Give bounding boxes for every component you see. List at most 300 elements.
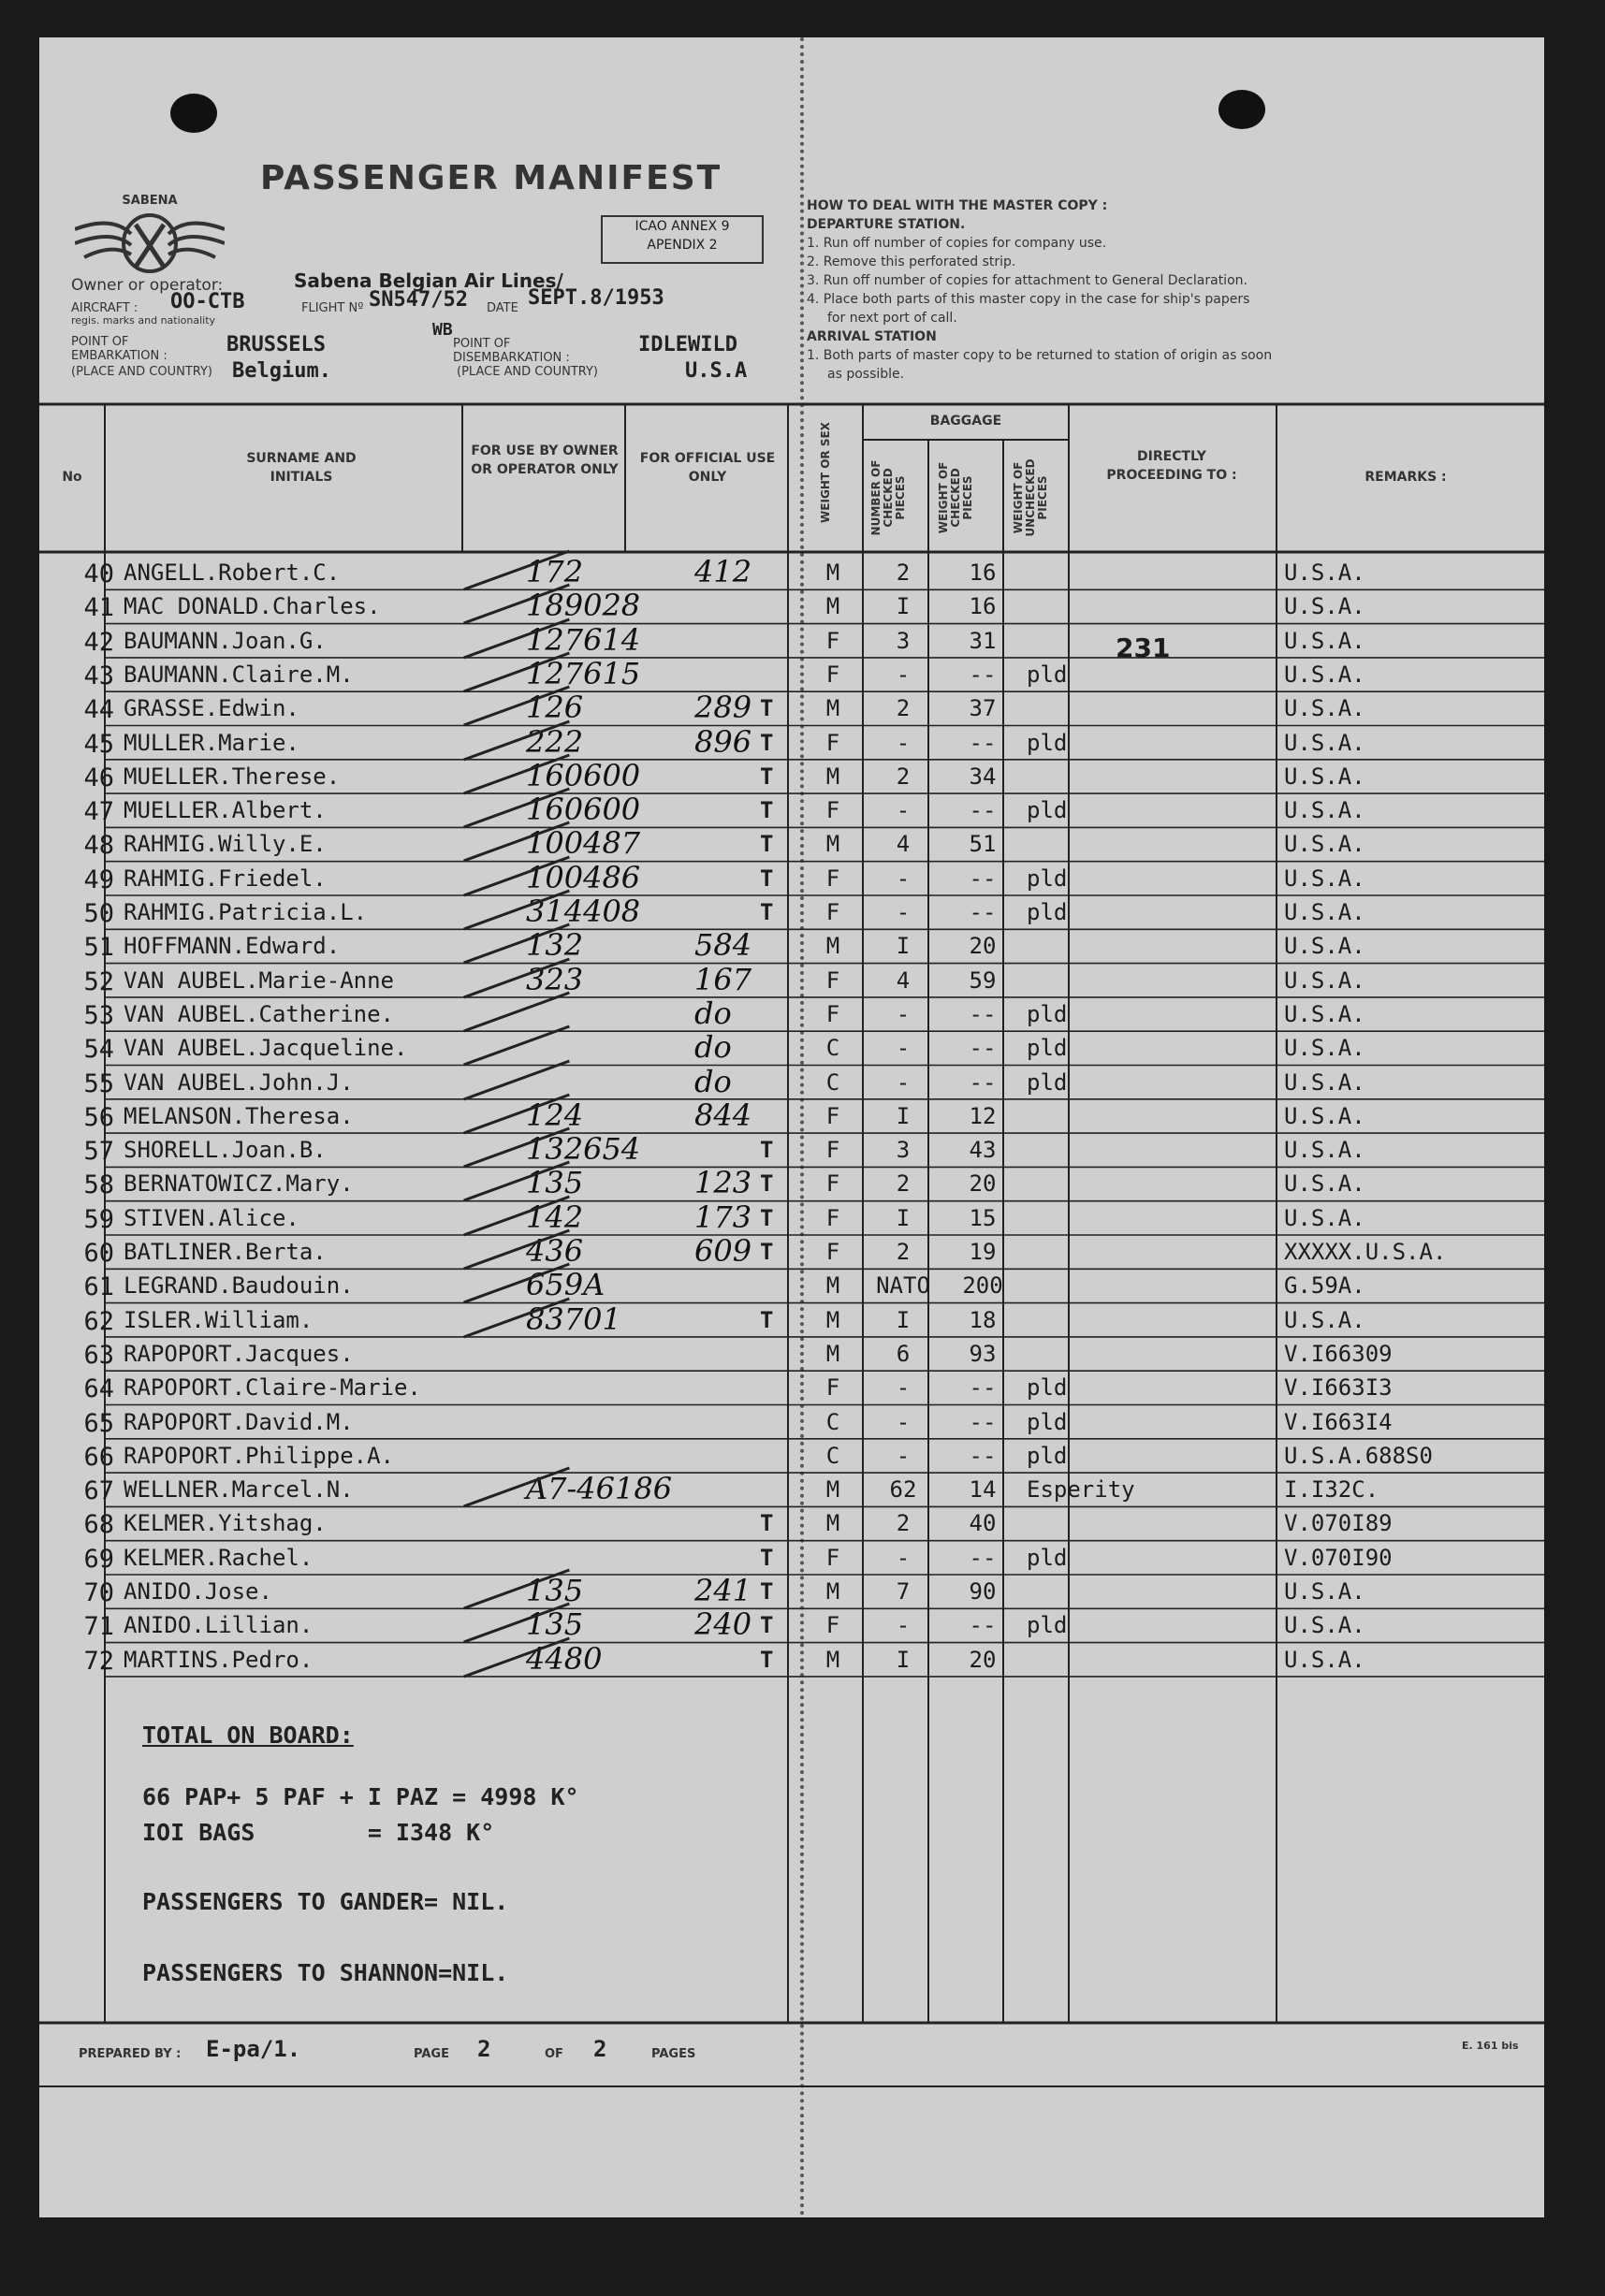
transit-mark: T <box>760 1306 774 1333</box>
checked-weight: -- <box>969 1374 997 1402</box>
check-mark <box>463 1059 570 1100</box>
passenger-number: 47 <box>83 797 114 827</box>
instr-title: HOW TO DEAL WITH THE MASTER COPY : <box>807 198 1108 213</box>
table-row <box>39 1337 1544 1371</box>
passenger-number: 61 <box>83 1272 114 1302</box>
checked-pieces: - <box>896 729 911 756</box>
weight-or-sex: F <box>825 729 840 756</box>
weight-or-sex: M <box>825 1646 840 1673</box>
passenger-name: VAN AUBEL.Marie-Anne <box>124 966 394 994</box>
remarks-value: I.I32C. <box>1284 1476 1379 1504</box>
weight-or-sex: F <box>825 1204 840 1231</box>
remarks-value: U.S.A. <box>1284 1102 1365 1129</box>
weight-or-sex: F <box>825 1374 840 1402</box>
passenger-number: 53 <box>83 1000 114 1030</box>
manifest-title: PASSENGER MANIFEST <box>260 159 722 197</box>
owner-use-number: 436 <box>526 1233 584 1269</box>
owner-use-number: 100487 <box>526 825 641 862</box>
checked-weight: 93 <box>969 1340 997 1367</box>
passenger-name: SHORELL.Joan.B. <box>124 1137 327 1164</box>
col-wgt-unchecked: WEIGHT OF UNCHECKED PIECES <box>1012 458 1049 537</box>
passenger-number: 59 <box>83 1204 114 1234</box>
checked-weight: -- <box>969 1612 997 1639</box>
passenger-number: 49 <box>83 865 114 894</box>
table-row <box>39 1541 1544 1575</box>
transit-mark: T <box>760 1578 774 1605</box>
passenger-number: 45 <box>83 729 114 759</box>
remarks-value: U.S.A. <box>1284 763 1365 790</box>
icao-line2: APENDIX 2 <box>647 238 718 253</box>
remarks-value: U.S.A. <box>1284 1612 1365 1639</box>
instr-arr1b: as possible. <box>827 367 905 382</box>
passenger-name: BAUMANN.Claire.M. <box>124 661 354 688</box>
unchecked-weight: pld <box>1027 1408 1068 1435</box>
weight-or-sex: M <box>825 1340 840 1367</box>
checked-pieces: 2 <box>896 763 911 790</box>
embark-label: POINT OF EMBARKATION : <box>71 335 168 363</box>
checked-pieces: 62 <box>889 1476 917 1504</box>
passenger-number: 69 <box>83 1544 114 1574</box>
weight-or-sex: M <box>825 1578 840 1605</box>
passenger-name: KELMER.Rachel. <box>124 1544 314 1571</box>
disembark-city: IDLEWILD <box>638 333 737 356</box>
unchecked-weight: pld <box>1027 1612 1068 1639</box>
passenger-number: 56 <box>83 1102 114 1132</box>
instr-dep2: 2. Remove this perforated strip. <box>807 254 1016 269</box>
official-use-number: 241 <box>694 1573 752 1608</box>
regis-label: regis. marks and nationality <box>71 314 216 327</box>
official-use-number: do <box>694 1029 732 1066</box>
unchecked-weight: pld <box>1027 865 1068 892</box>
instr-arr1a: 1. Both parts of master copy to be returned to station of origin as soon <box>807 348 1273 363</box>
passenger-name: BAUMANN.Joan.G. <box>124 627 327 654</box>
checked-pieces: 7 <box>896 1578 911 1605</box>
checked-pieces: 2 <box>896 695 911 722</box>
wb-mark: WB <box>432 320 453 340</box>
transit-mark: T <box>760 695 774 722</box>
checked-pieces: 3 <box>896 627 911 654</box>
official-use-number: 844 <box>694 1097 752 1133</box>
transit-mark: T <box>760 831 774 858</box>
official-use-number: do <box>694 1063 732 1099</box>
checked-pieces: - <box>896 797 911 824</box>
unchecked-weight: pld <box>1027 661 1068 688</box>
checked-pieces: - <box>896 661 911 688</box>
passenger-number: 57 <box>83 1137 114 1167</box>
passenger-name: RAHMIG.Friedel. <box>124 865 327 892</box>
passenger-number: 70 <box>83 1578 114 1607</box>
remarks-value: U.S.A. <box>1284 729 1365 756</box>
passenger-name: ANGELL.Robert.C. <box>124 559 341 586</box>
transit-mark: T <box>760 1544 774 1571</box>
passenger-number: 65 <box>83 1408 114 1438</box>
checked-weight: 15 <box>969 1204 997 1231</box>
checked-weight: -- <box>969 1544 997 1571</box>
checked-pieces: 3 <box>896 1137 911 1164</box>
table-row <box>39 827 1544 861</box>
passenger-number: 64 <box>83 1374 114 1404</box>
passenger-number: 44 <box>83 695 114 725</box>
checked-pieces: 6 <box>896 1340 911 1367</box>
instr-arr-title: ARRIVAL STATION <box>807 329 937 344</box>
table-row <box>39 1269 1544 1302</box>
transit-mark: T <box>760 865 774 892</box>
check-mark <box>463 991 570 1032</box>
checked-weight: -- <box>969 1068 997 1096</box>
date-label: DATE <box>487 301 518 315</box>
owner-use-number: 314408 <box>526 894 641 929</box>
remarks-value: U.S.A. <box>1284 1578 1365 1605</box>
owner-use-number: 135 <box>526 1165 584 1201</box>
passenger-name: RAPOPORT.Claire-Marie. <box>124 1374 421 1402</box>
col-directly: DIRECTLY PROCEEDING TO : <box>1106 449 1237 483</box>
checked-weight: 59 <box>969 966 997 994</box>
passenger-name: BATLINER.Berta. <box>124 1239 327 1265</box>
weight-or-sex: C <box>825 1442 840 1469</box>
remarks-value: U.S.A. <box>1284 899 1365 925</box>
checked-weight: 20 <box>969 1646 997 1673</box>
weight-or-sex: C <box>825 1035 840 1062</box>
passenger-name: ANIDO.Lillian. <box>124 1612 314 1639</box>
embark-country: Belgium. <box>232 359 331 383</box>
flight-value: SN547/52 <box>369 288 468 312</box>
table-row <box>39 1201 1544 1235</box>
passenger-number: 66 <box>83 1442 114 1472</box>
remarks-value: U.S.A. <box>1284 1000 1365 1027</box>
checked-weight: -- <box>969 865 997 892</box>
owner-label: Owner or operator: <box>71 276 224 295</box>
passenger-name: WELLNER.Marcel.N. <box>124 1476 354 1504</box>
passengers-to-gander: PASSENGERS TO GANDER= NIL. <box>142 1888 509 1915</box>
col-weight-sex: WEIGHT OR SEX <box>819 422 832 523</box>
remarks-value: U.S.A. <box>1284 1035 1365 1062</box>
weight-or-sex: F <box>825 966 840 994</box>
checked-pieces: - <box>896 1612 911 1639</box>
table-row <box>39 1133 1544 1167</box>
transit-mark: T <box>760 1612 774 1639</box>
remarks-value: U.S.A. <box>1284 559 1365 586</box>
table-row <box>39 556 1544 589</box>
passenger-number: 63 <box>83 1340 114 1370</box>
passenger-name: MULLER.Marie. <box>124 729 299 756</box>
checked-pieces: NATO <box>876 1272 930 1300</box>
weight-or-sex: M <box>825 593 840 620</box>
passenger-name: RAHMIG.Willy.E. <box>124 831 327 858</box>
remarks-value: V.I66309 <box>1284 1340 1393 1367</box>
passenger-number: 72 <box>83 1646 114 1676</box>
transit-mark: T <box>760 899 774 925</box>
remarks-value: U.S.A.688S0 <box>1284 1442 1433 1469</box>
page-label: PAGE <box>414 2047 449 2061</box>
of-label: OF <box>545 2047 563 2061</box>
aircraft-label: AIRCRAFT : <box>71 301 139 315</box>
instr-dep1: 1. Run off number of copies for company use. <box>807 236 1107 251</box>
col-no: No <box>62 470 82 485</box>
table-row <box>39 621 1544 658</box>
table-row <box>39 997 1544 1031</box>
unchecked-weight: pld <box>1027 1442 1068 1469</box>
remarks-value: U.S.A. <box>1284 661 1365 688</box>
passenger-name: RAPOPORT.David.M. <box>124 1408 354 1435</box>
of-value: 2 <box>593 2036 607 2062</box>
remarks-value: U.S.A. <box>1284 933 1365 960</box>
col-surname: SURNAME AND INITIALS <box>246 451 357 485</box>
passenger-name: RAPOPORT.Jacques. <box>124 1340 354 1367</box>
unchecked-weight: pld <box>1027 899 1068 925</box>
transit-mark: T <box>760 797 774 824</box>
transit-mark: T <box>760 1646 774 1673</box>
owner-use-number: 126 <box>526 690 584 726</box>
unchecked-weight: pld <box>1027 1000 1068 1027</box>
summary-line1: 66 PAP+ 5 PAF + I PAZ = 4998 K° <box>142 1783 579 1810</box>
official-use-number: 584 <box>694 927 752 964</box>
passenger-number: 55 <box>83 1068 114 1098</box>
table-row <box>39 793 1544 827</box>
aircraft-value: OO-CTB <box>170 290 245 313</box>
remarks-value: U.S.A. <box>1284 627 1365 654</box>
checked-weight: -- <box>969 899 997 925</box>
embark-city: BRUSSELS <box>226 333 326 356</box>
table-row <box>39 1473 1544 1506</box>
owner-use-number: 132654 <box>526 1131 641 1168</box>
table-row <box>39 1235 1544 1269</box>
table-row <box>39 1031 1544 1065</box>
col-owner-use: FOR USE BY OWNER OR OPERATOR ONLY <box>471 443 619 477</box>
passenger-number: 58 <box>83 1170 114 1200</box>
owner-use-number: 132 <box>526 927 584 964</box>
instr-dep4a: 4. Place both parts of this master copy in the case for ship's papers <box>807 292 1250 307</box>
remarks-value: U.S.A. <box>1284 1068 1365 1096</box>
unchecked-weight: pld <box>1027 797 1068 824</box>
passenger-name: MUELLER.Therese. <box>124 763 341 790</box>
table-row <box>39 723 1544 760</box>
checked-pieces: - <box>896 1442 911 1469</box>
checked-weight: 90 <box>969 1578 997 1605</box>
checked-weight: 18 <box>969 1306 997 1333</box>
unchecked-weight: pld <box>1027 1374 1068 1402</box>
passenger-number: 54 <box>83 1035 114 1065</box>
remarks-value: U.S.A. <box>1284 1306 1365 1333</box>
owner-use-number: 172 <box>526 554 584 589</box>
manifest-sheet <box>39 37 1544 2217</box>
transit-mark: T <box>760 1204 774 1231</box>
weight-or-sex: M <box>825 831 840 858</box>
col-wgt-checked: WEIGHT OF CHECKED PIECES <box>937 461 974 534</box>
weight-or-sex: F <box>825 899 840 925</box>
passenger-number: 46 <box>83 763 114 792</box>
checked-pieces: I <box>896 593 911 620</box>
checked-pieces: 4 <box>896 966 911 994</box>
table-row <box>39 1405 1544 1439</box>
remarks-value: V.070I89 <box>1284 1510 1393 1537</box>
col-remarks: REMARKS : <box>1364 470 1447 485</box>
weight-or-sex: F <box>825 1544 840 1571</box>
checked-weight: 19 <box>969 1239 997 1265</box>
passenger-name: RAHMIG.Patricia.L. <box>124 899 368 925</box>
official-use-number: do <box>694 995 732 1031</box>
remarks-value: XXXXX.U.S.A. <box>1284 1239 1447 1265</box>
passenger-number: 60 <box>83 1239 114 1268</box>
transit-mark: T <box>760 1239 774 1265</box>
checked-pieces: I <box>896 933 911 960</box>
owner-use-number: 160600 <box>526 757 641 793</box>
weight-or-sex: F <box>825 1612 840 1639</box>
owner-use-number: 222 <box>526 723 584 760</box>
transit-mark: T <box>760 729 774 756</box>
official-use-number: 896 <box>694 723 752 760</box>
owner-use-number: 127615 <box>526 655 641 691</box>
checked-weight: -- <box>969 729 997 756</box>
passenger-number: 71 <box>83 1612 114 1642</box>
disembark-country: U.S.A <box>685 359 748 383</box>
passenger-number: 67 <box>83 1476 114 1506</box>
weight-or-sex: M <box>825 559 840 586</box>
instr-dep3: 3. Run off number of copies for attachment to General Declaration. <box>807 273 1248 288</box>
checked-weight: 34 <box>969 763 997 790</box>
checked-weight: -- <box>969 1035 997 1062</box>
directly-note: 231 <box>1116 632 1171 663</box>
checked-weight: 16 <box>969 559 997 586</box>
checked-pieces: 2 <box>896 559 911 586</box>
table-row <box>39 1640 1544 1677</box>
table-row <box>39 961 1544 997</box>
col-num-checked: NUMBER OF CHECKED PIECES <box>869 459 907 536</box>
weight-or-sex: M <box>825 763 840 790</box>
passenger-number: 52 <box>83 966 114 996</box>
official-use-number: 240 <box>694 1606 752 1643</box>
owner-use-number: 323 <box>526 961 584 997</box>
passenger-number: 48 <box>83 831 114 861</box>
checked-pieces: I <box>896 1306 911 1333</box>
passenger-name: STIVEN.Alice. <box>124 1204 299 1231</box>
passenger-name: MAC DONALD.Charles. <box>124 593 381 620</box>
weight-or-sex: F <box>825 1170 840 1198</box>
remarks-value: U.S.A. <box>1284 1204 1365 1231</box>
weight-or-sex: F <box>825 1137 840 1164</box>
remarks-value: U.S.A. <box>1284 1646 1365 1673</box>
passenger-name: VAN AUBEL.Catherine. <box>124 1000 394 1027</box>
table-row <box>39 1167 1544 1200</box>
passenger-name: VAN AUBEL.John.J. <box>124 1068 354 1096</box>
remarks-value: G.59A. <box>1284 1272 1365 1300</box>
checked-pieces: 4 <box>896 831 911 858</box>
checked-weight: -- <box>969 661 997 688</box>
remarks-value: V.I663I3 <box>1284 1374 1393 1402</box>
passenger-number: 50 <box>83 899 114 928</box>
owner-use-number: A7-46186 <box>526 1471 673 1507</box>
official-use-number: 167 <box>694 961 752 997</box>
owner-use-number: 142 <box>526 1199 584 1235</box>
weight-or-sex: F <box>825 627 840 654</box>
checked-pieces: I <box>896 1204 911 1231</box>
checked-pieces: I <box>896 1646 911 1673</box>
weight-or-sex: M <box>825 933 840 960</box>
passenger-name: MARTINS.Pedro. <box>124 1646 314 1673</box>
instr-dep-title: DEPARTURE STATION. <box>807 217 966 232</box>
checked-pieces: - <box>896 865 911 892</box>
embark-place-label: (PLACE AND COUNTRY) <box>71 365 213 379</box>
passenger-number: 62 <box>83 1306 114 1336</box>
checked-pieces: I <box>896 1102 911 1129</box>
checked-weight: 16 <box>969 593 997 620</box>
weight-or-sex: F <box>825 661 840 688</box>
checked-weight: 12 <box>969 1102 997 1129</box>
checked-weight: 40 <box>969 1510 997 1537</box>
checked-weight: -- <box>969 797 997 824</box>
table-row <box>39 691 1544 725</box>
passenger-number: 41 <box>83 593 114 623</box>
weight-or-sex: M <box>825 1272 840 1300</box>
checked-weight: 20 <box>969 933 997 960</box>
checked-weight: 37 <box>969 695 997 722</box>
weight-or-sex: F <box>825 1000 840 1027</box>
page-value: 2 <box>477 2036 491 2062</box>
checked-weight: -- <box>969 1408 997 1435</box>
transit-mark: T <box>760 763 774 790</box>
passenger-number: 43 <box>83 661 114 690</box>
checked-pieces: - <box>896 1068 911 1096</box>
unchecked-weight: pld <box>1027 1544 1068 1571</box>
checked-pieces: - <box>896 899 911 925</box>
remarks-value: V.I663I4 <box>1284 1408 1393 1435</box>
checked-weight: -- <box>969 1442 997 1469</box>
owner-use-number: 127614 <box>526 621 641 658</box>
table-row <box>39 1506 1544 1540</box>
passenger-number: 40 <box>83 559 114 589</box>
table-row <box>39 757 1544 793</box>
checked-pieces: 2 <box>896 1510 911 1537</box>
transit-mark: T <box>760 1170 774 1198</box>
remarks-value: U.S.A. <box>1284 865 1365 892</box>
weight-or-sex: M <box>825 1476 840 1504</box>
table-row <box>39 895 1544 929</box>
owner-use-number: 83701 <box>526 1301 621 1337</box>
table-row <box>39 589 1544 623</box>
checked-pieces: - <box>896 1000 911 1027</box>
form-code: E. 161 bis <box>1462 2040 1519 2052</box>
passengers-to-shannon: PASSENGERS TO SHANNON=NIL. <box>142 1959 509 1986</box>
remarks-value: U.S.A. <box>1284 593 1365 620</box>
checked-pieces: - <box>896 1408 911 1435</box>
remarks-value: V.070I90 <box>1284 1544 1393 1571</box>
owner-use-number: 160600 <box>526 792 641 828</box>
table-row <box>39 1063 1544 1099</box>
pages-label: PAGES <box>651 2047 696 2061</box>
passenger-name: GRASSE.Edwin. <box>124 695 299 722</box>
remarks-value: U.S.A. <box>1284 695 1365 722</box>
owner-use-number: 659A <box>526 1267 606 1303</box>
official-use-number: 412 <box>694 554 752 589</box>
prepared-by-value: E-pa/1. <box>206 2036 301 2062</box>
passenger-number: 68 <box>83 1510 114 1540</box>
total-on-board: TOTAL ON BOARD: <box>142 1722 354 1749</box>
passenger-name: LEGRAND.Baudouin. <box>124 1272 354 1300</box>
remarks-value: U.S.A. <box>1284 1137 1365 1164</box>
table-row <box>39 655 1544 691</box>
remarks-value: U.S.A. <box>1284 966 1365 994</box>
table-row <box>39 1439 1544 1473</box>
official-use-number: 123 <box>694 1165 752 1201</box>
remarks-value: U.S.A. <box>1284 797 1365 824</box>
remarks-value: U.S.A. <box>1284 831 1365 858</box>
owner-use-number: 124 <box>526 1097 584 1133</box>
table-row <box>39 1575 1544 1608</box>
transit-mark: T <box>760 1510 774 1537</box>
passenger-name: BERNATOWICZ.Mary. <box>124 1170 354 1198</box>
weight-or-sex: F <box>825 1102 840 1129</box>
weight-or-sex: F <box>825 797 840 824</box>
weight-or-sex: M <box>825 1306 840 1333</box>
